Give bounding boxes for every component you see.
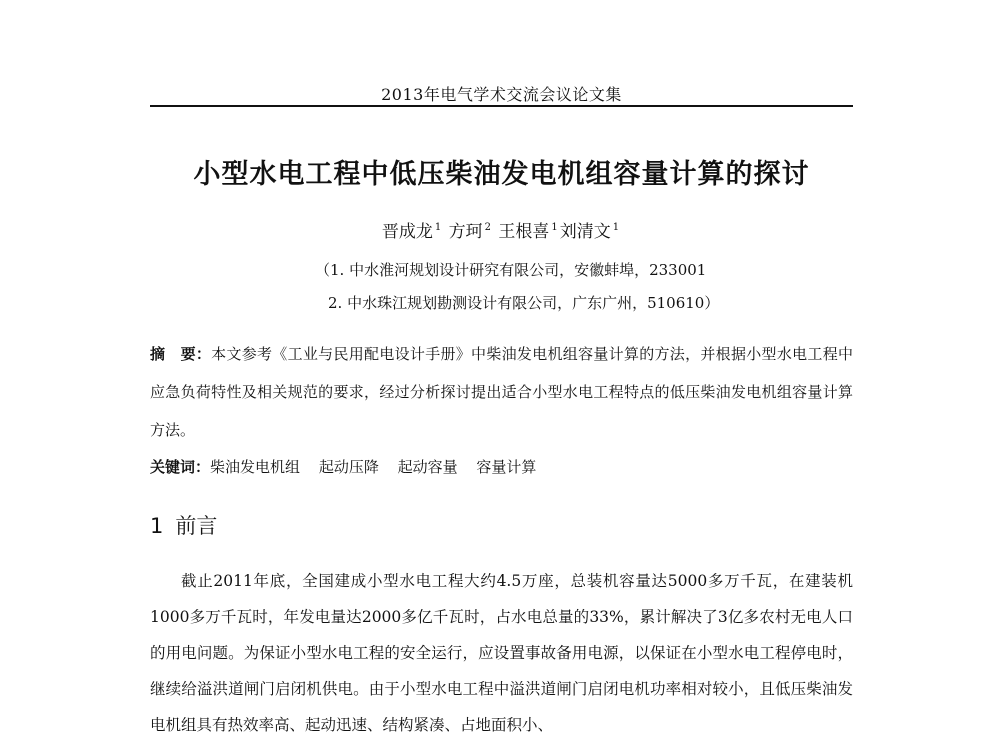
author-name: 王根喜 — [498, 222, 550, 242]
author-name: 刘清文 — [559, 222, 611, 242]
keyword: 起动压降 — [318, 458, 379, 476]
author-affil-mark: 1 — [551, 222, 558, 234]
author-affil-mark: 1 — [612, 222, 620, 234]
abstract-label: 摘 要： — [150, 345, 212, 363]
keyword: 柴油发电机组 — [210, 458, 301, 476]
body-paragraph: 截止2011年底，全国建成小型水电工程大约4.5万座，总装机容量达5000多万千瓦，在建装机1000多万千瓦时，年发电量达2000多亿千瓦时，占水电总量的33%，累计解决了3亿多农村无电人口的用电问题。为保证小型水电工程的安全运行，应设置事故备用电源，以保证在小型水电工程停电时，继续给溢洪道闸门启闭机供电。由于小型水电工程中溢洪道闸门启闭电机功率相对较小，且低压柴油发电机组具有热效率高、起动迅速、结构紧凑、占地面积小、 — [150, 572, 853, 734]
keyword: 起动容量 — [397, 458, 458, 476]
header-rule — [150, 105, 853, 107]
keywords — [150, 456, 853, 477]
abstract-text: 本文参考《工业与民用配电设计手册》中柴油发电机组容量计算的方法，并根据小型水电工程中应急负荷特性及相关规范的要求，经过分析探讨提出适合小型水电工程特点的低压柴油发电机组容量计算方法。 — [150, 345, 853, 439]
keywords-label: 关键词： — [150, 458, 211, 476]
author-name: 晋成龙 — [381, 222, 433, 242]
affiliation-line-2: 2. 中水珠江规划勘测设计有限公司，广东广州，510610） — [328, 294, 720, 312]
paper-title: 小型水电工程中低压柴油发电机组容量计算的探讨 — [193, 159, 810, 190]
section-heading — [150, 510, 217, 540]
affiliation-line-1: （1. 中水淮河规划设计研究有限公司，安徽蚌埠，233001 — [315, 261, 707, 279]
abstract — [150, 335, 853, 449]
author-list — [150, 217, 853, 242]
section-number: 1 — [150, 514, 164, 538]
author-name: 方珂 — [448, 222, 483, 242]
keyword: 容量计算 — [476, 458, 537, 476]
section-title: 前言 — [175, 514, 218, 538]
author-affil-mark: 1 — [434, 222, 442, 234]
author-affil-mark: 2 — [484, 222, 491, 234]
running-header: 2013年电气学术交流会议论文集 — [381, 85, 622, 104]
